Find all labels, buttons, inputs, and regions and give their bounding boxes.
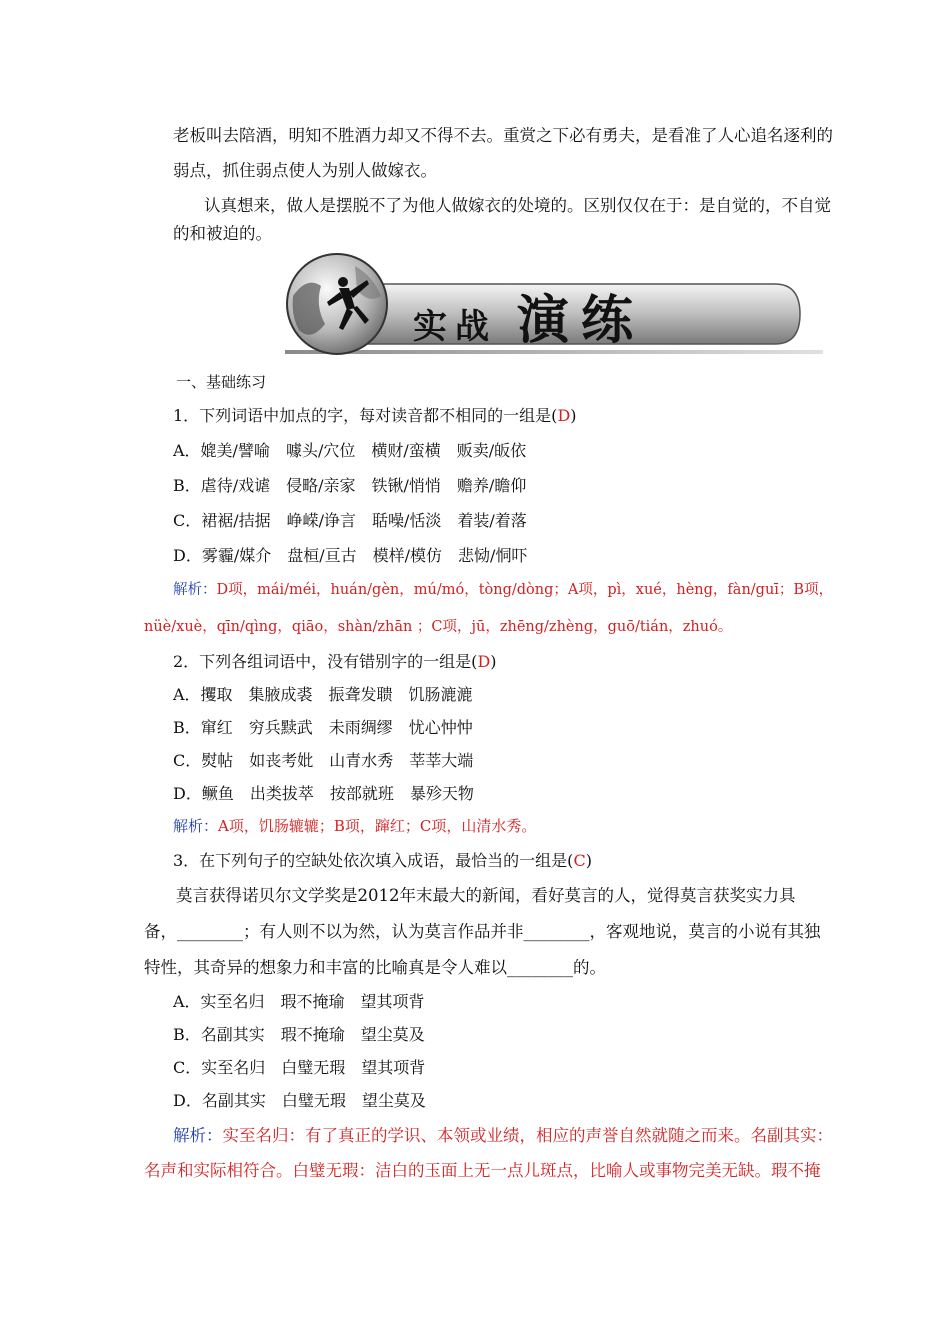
analysis-text: 实至名归：有了真正的学识、本领或业绩，相应的声誉自然就随之而来。名副其实： bbox=[222, 1126, 833, 1145]
section-title: 一、基础练习 bbox=[176, 373, 267, 391]
option-line: A．攫取 集腋成裘 振聋发聩 饥肠漉漉 bbox=[173, 685, 473, 704]
answer-letter: D bbox=[477, 652, 491, 671]
intro-line: 认真想来，做人是摆脱不了为他人做嫁衣的处境的。区别仅仅在于：是自觉的，不自觉 bbox=[204, 196, 831, 215]
option-line: D．雾霾/媒介 盘桓/亘古 模样/模仿 悲恸/恫吓 bbox=[173, 546, 528, 565]
option-line: A．媲美/譬喻 噱头/穴位 横财/蛮横 贩卖/皈依 bbox=[173, 441, 527, 460]
analysis-label: 解析： bbox=[173, 1126, 223, 1145]
option-line: B．名副其实 瑕不掩瑜 望尘莫及 bbox=[173, 1025, 425, 1044]
banner-char: 实 bbox=[413, 307, 447, 347]
option-line: C．实至名归 白璧无瑕 望其项背 bbox=[173, 1058, 426, 1077]
intro-line: 的和被迫的。 bbox=[173, 224, 272, 243]
passage-line: 备，________；有人则不以为然，认为莫言作品并非________，客观地说，莫言的小说有其独 bbox=[144, 922, 821, 941]
analysis-text: D项，mái/méi，huán/gèn，mú/mó，tòng/dòng；A项，pì，xué，hèng，fàn/guī；B项， bbox=[216, 582, 834, 598]
answer-letter: C bbox=[573, 851, 586, 870]
option-line: B．窜红 穷兵黩武 未雨绸缪 忧心忡忡 bbox=[173, 718, 473, 737]
intro-line: 老板叫去陪酒，明知不胜酒力却又不得不去。重赏之下必有勇夫，是看准了人心追名逐利的 bbox=[173, 126, 833, 145]
paren-close: ) bbox=[490, 652, 497, 671]
question-text: 3．在下列句子的空缺处依次填入成语，最恰当的一组是( bbox=[173, 851, 574, 870]
intro-line: 弱点，抓住弱点使人为别人做嫁衣。 bbox=[173, 161, 437, 180]
question-stem bbox=[173, 408, 577, 424]
question-stem bbox=[173, 853, 592, 869]
analysis-text: 名声和实际相符合。白璧无瑕：洁白的玉面上无一点儿斑点，比喻人或事物完美无缺。瑕不掩 bbox=[144, 1161, 821, 1180]
question-stem bbox=[173, 654, 497, 670]
option-line: D．名副其实 白璧无瑕 望尘莫及 bbox=[173, 1091, 426, 1110]
analysis-line bbox=[173, 1128, 833, 1145]
option-line: C．熨帖 如丧考妣 山青水秀 莘莘大端 bbox=[173, 751, 474, 770]
banner-char: 练 bbox=[581, 290, 634, 351]
analysis-text: A项，饥肠辘辘；B项，蹿红；C项，山清水秀。 bbox=[218, 817, 537, 835]
option-line: C．裙裾/拮据 峥嵘/诤言 聒噪/恬淡 着装/着落 bbox=[173, 511, 527, 530]
question-text: 2．下列各组词语中，没有错别字的一组是( bbox=[173, 652, 478, 671]
analysis-text: nüè/xuè，qīn/qìng，qiāo，shàn/zhān ；C项，jū，zhēng/zhèng，guō/tián，zhuó。 bbox=[144, 619, 733, 635]
option-line: A．实至名归 瑕不掩瑜 望其项背 bbox=[173, 992, 425, 1011]
paren-close: ) bbox=[585, 851, 592, 870]
answer-letter: D bbox=[557, 406, 571, 425]
option-line: B．虐待/戏谑 侵略/亲家 铁锹/悄悄 赡养/瞻仰 bbox=[173, 476, 527, 495]
analysis-line bbox=[173, 583, 833, 598]
paren-close: ) bbox=[570, 406, 577, 425]
question-text: 1．下列词语中加点的字，每对读音都不相同的一组是( bbox=[173, 406, 558, 425]
passage-line: 特性，其奇异的想象力和丰富的比喻真是令人难以________的。 bbox=[144, 958, 606, 977]
banner-char: 战 bbox=[455, 307, 489, 347]
practice-banner bbox=[285, 246, 823, 362]
analysis-label: 解析： bbox=[173, 582, 217, 598]
banner-char: 演 bbox=[517, 290, 570, 351]
analysis-label: 解析： bbox=[173, 817, 219, 835]
option-line: D．鳜鱼 出类拔萃 按部就班 暴殄天物 bbox=[173, 784, 474, 803]
analysis-line bbox=[173, 819, 536, 834]
passage-line: 莫言获得诺贝尔文学奖是2012年末最大的新闻，看好莫言的人，觉得莫言获奖实力具 bbox=[176, 886, 796, 905]
